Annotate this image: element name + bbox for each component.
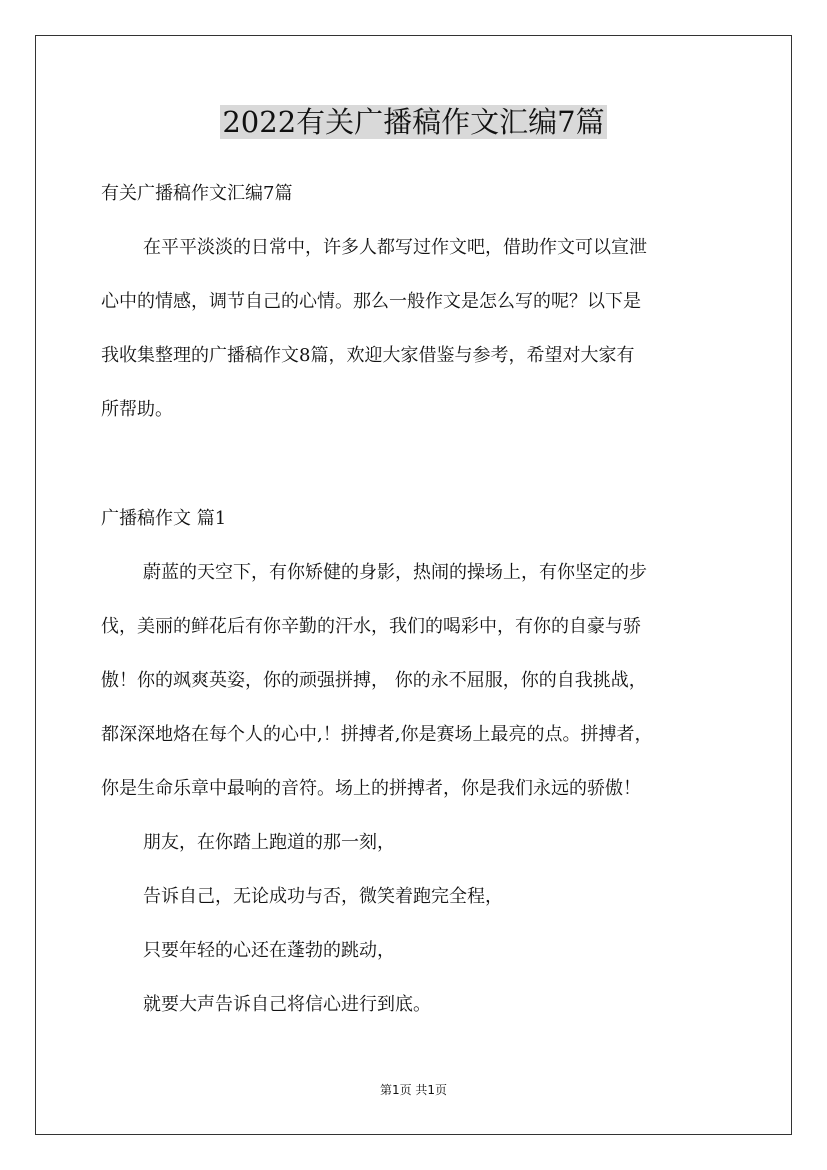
poem-line: 就要大声告诉自己将信心进行到底。 xyxy=(143,994,431,1015)
body-line: 傲！你的飒爽英姿，你的顽强拼搏， 你的永不屈服，你的自我挑战， xyxy=(101,670,647,691)
intro-line: 我收集整理的广播稿作文8篇，欢迎大家借鉴与参考，希望对大家有 xyxy=(101,345,635,366)
document-title: 2022有关广播稿作文汇编7篇 xyxy=(222,105,605,139)
body-line: 蔚蓝的天空下，有你矫健的身影，热闹的操场上，有你坚定的步 xyxy=(143,562,647,583)
poem-line: 只要年轻的心还在蓬勃的跳动， xyxy=(143,940,395,961)
subtitle: 有关广播稿作文汇编7篇 xyxy=(101,183,293,204)
poem-line: 告诉自己，无论成功与否，微笑着跑完全程， xyxy=(143,886,503,907)
section-heading: 广播稿作文 篇1 xyxy=(101,508,227,529)
intro-line: 心中的情感，调节自己的心情。那么一般作文是怎么写的呢？以下是 xyxy=(101,291,641,312)
intro-line: 在平平淡淡的日常中，许多人都写过作文吧，借助作文可以宣泄 xyxy=(143,237,647,258)
body-line: 你是生命乐章中最响的音符。场上的拼搏者，你是我们永远的骄傲！ xyxy=(101,778,641,799)
body-line: 都深深地烙在每个人的心中,！拼搏者,你是赛场上最亮的点。拼搏者， xyxy=(101,724,653,745)
page-footer: 第1页 共1页 xyxy=(379,1083,448,1097)
body-line: 伐，美丽的鲜花后有你辛勤的汗水，我们的喝彩中，有你的自豪与骄 xyxy=(101,616,641,637)
poem-line: 朋友，在你踏上跑道的那一刻， xyxy=(143,832,395,853)
intro-line: 所帮助。 xyxy=(101,399,173,420)
